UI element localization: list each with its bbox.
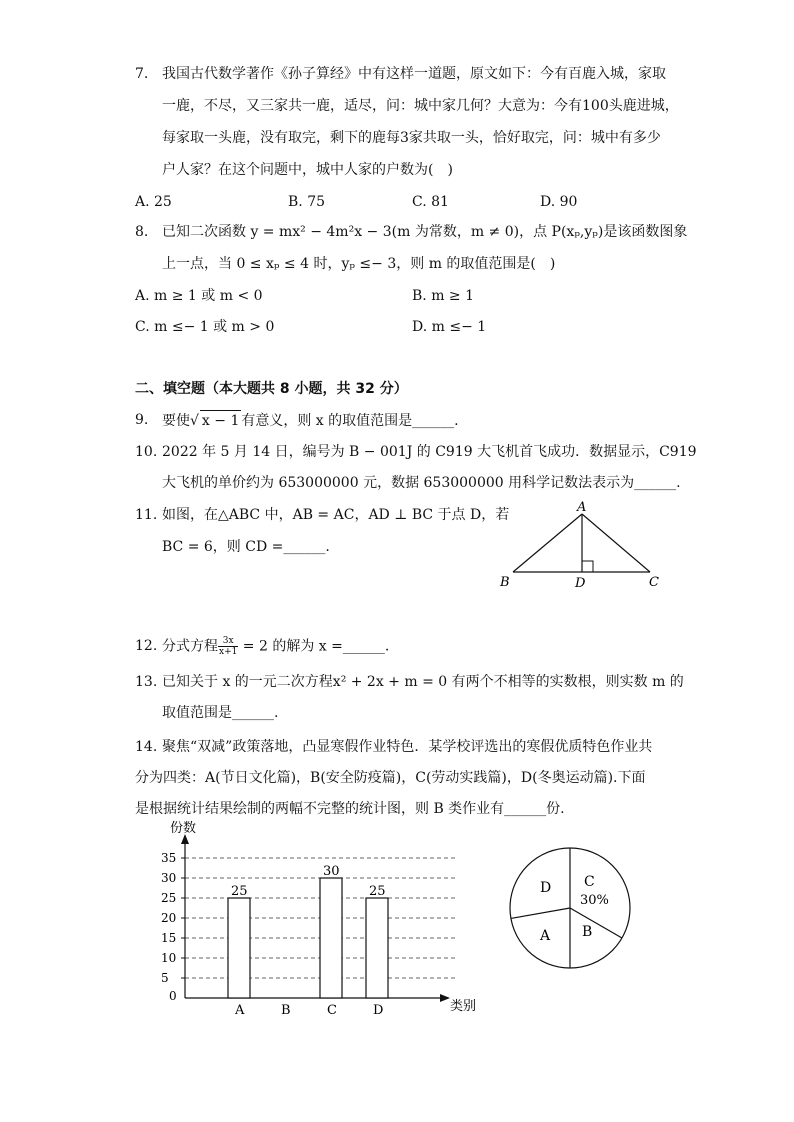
question-text-line: 是根据统计结果绘制的两幅不完整的统计图，则 B 类作业有______份. <box>135 801 565 817</box>
question-text-line: BC = 6，则 CD =______. <box>162 539 330 555</box>
triangle-side-ab <box>513 514 582 572</box>
question-number: 14. <box>135 739 158 755</box>
question-text-pre: 要使 <box>162 413 190 429</box>
question-text-pre: 分式方程 <box>162 638 218 655</box>
question-text-line: 上一点，当 0 ≤ xₚ ≤ 4 时，yₚ ≤− 3，则 m 的取值范围是( ) <box>162 256 556 272</box>
question-text-line: 大飞机的单价约为 653000000 元，数据 653000000 用科学记数法表示为______. <box>162 475 681 491</box>
question-text-line: 2022 年 5 月 14 日，编号为 B − 001J 的 C919 大飞机首飞成功．数据显示，C919 <box>162 444 697 460</box>
y-tick-label: 15 <box>161 931 177 945</box>
question-number: 10. <box>135 444 158 460</box>
vertex-label-c: C <box>649 575 659 590</box>
question-text-line: 户人家？在这个问题中，城中人家的户数为( ) <box>162 162 453 178</box>
x-tick-label: B <box>281 1003 291 1018</box>
x-tick-label: A <box>235 1003 245 1018</box>
fraction-denominator: x+1 <box>219 647 238 657</box>
question-text-line: 一鹿，不尽，又三家共一鹿，适尽，问：城中家几何？大意为：今有100头鹿进城， <box>162 98 679 114</box>
option-d[interactable]: D. m ≤− 1 <box>412 319 487 335</box>
vertex-label-a: A <box>577 500 587 515</box>
option-d[interactable]: D. 90 <box>540 194 578 210</box>
y-tick-label: 30 <box>161 871 177 885</box>
slice-label: D <box>540 880 552 896</box>
slice-label: B <box>582 924 593 940</box>
sqrt-sign: √ <box>190 413 199 429</box>
x-tick-label: D <box>373 1003 384 1018</box>
y-tick-label: 20 <box>161 911 177 925</box>
x-axis-arrow <box>440 994 450 1002</box>
question-text-line: 我国古代数学著作《孙子算经》中有这样一道题，原文如下：今有百鹿入城，家取 <box>162 66 666 82</box>
option-c[interactable]: C. m ≤− 1 或 m > 0 <box>135 319 275 335</box>
question-text-line <box>162 410 459 431</box>
question-text-line: 聚焦“双减”政策落地，凸显寒假作业特色．某学校评选出的寒假优质特色作业共 <box>162 739 653 755</box>
option-c[interactable]: C. 81 <box>412 194 449 210</box>
sqrt-expression: x − 1 <box>200 410 241 431</box>
triangle-side-ac <box>582 514 650 572</box>
question-number: 9. <box>135 412 149 428</box>
pie-chart <box>500 840 640 980</box>
question-text-post: 有意义，则 x 的取值范围是______. <box>241 413 459 429</box>
question-number: 12. <box>135 638 158 654</box>
question-text-line: 分为四类：A(节日文化篇)，B(安全防疫篇)，C(劳动实践篇)，D(冬奥运动篇).下面 <box>135 770 646 786</box>
bar <box>320 878 342 998</box>
question-text-line <box>162 636 389 657</box>
x-tick-label: C <box>327 1003 337 1018</box>
slice-label: A <box>540 928 551 944</box>
question-number: 8. <box>135 224 149 240</box>
bar-value-label: 25 <box>231 884 248 899</box>
y-tick-label: 10 <box>161 951 177 965</box>
bar-value-label: 30 <box>323 864 340 879</box>
option-b[interactable]: B. 75 <box>288 194 326 210</box>
right-angle-mark <box>582 561 593 572</box>
bar <box>228 898 250 998</box>
y-tick-label: 25 <box>161 891 177 905</box>
bar-chart <box>150 820 490 1020</box>
question-number: 13. <box>135 674 158 690</box>
question-number: 11. <box>135 507 158 523</box>
y-axis-title: 份数 <box>170 821 197 836</box>
y-tick-label: 5 <box>161 971 169 985</box>
fraction <box>218 636 238 657</box>
question-text-line: 取值范围是______. <box>162 705 279 721</box>
bar-value-label: 25 <box>369 884 386 899</box>
bar <box>366 898 388 998</box>
slice-percent-label: 30% <box>580 893 609 908</box>
section-title: 二、填空题（本大题共 8 小题，共 32 分） <box>135 381 408 397</box>
question-text-line: 每家取一头鹿，没有取完，剩下的鹿每3家共取一头，恰好取完，问：城中有多少 <box>162 130 661 146</box>
question-text-post: = 2 的解为 x =______. <box>238 638 390 655</box>
option-a[interactable]: A. m ≥ 1 或 m < 0 <box>135 288 263 304</box>
option-b[interactable]: B. m ≥ 1 <box>412 288 475 304</box>
y-tick-label: 35 <box>161 851 177 865</box>
slice-label: C <box>584 874 595 890</box>
fraction-numerator: 3x <box>218 636 238 647</box>
question-text-line: 已知二次函数 y = mx² − 4m²x − 3(m 为常数，m ≠ 0)，点 P(xₚ,yₚ)是该函数图象 <box>162 224 688 240</box>
question-text-line: 已知关于 x 的一元二次方程x² + 2x + m = 0 有两个不相等的实数根，则实数 m 的 <box>162 674 684 690</box>
vertex-label-b: B <box>500 575 510 590</box>
question-number: 7. <box>135 66 149 82</box>
question-text-line: 如图，在△ABC 中，AB = AC，AD ⊥ BC 于点 D，若 <box>162 507 510 523</box>
x-axis-title: 类别 <box>450 999 477 1014</box>
y-tick-label: 0 <box>169 989 177 1003</box>
vertex-label-d: D <box>575 576 586 591</box>
option-a[interactable]: A. 25 <box>135 194 172 210</box>
triangle-figure <box>495 498 665 593</box>
